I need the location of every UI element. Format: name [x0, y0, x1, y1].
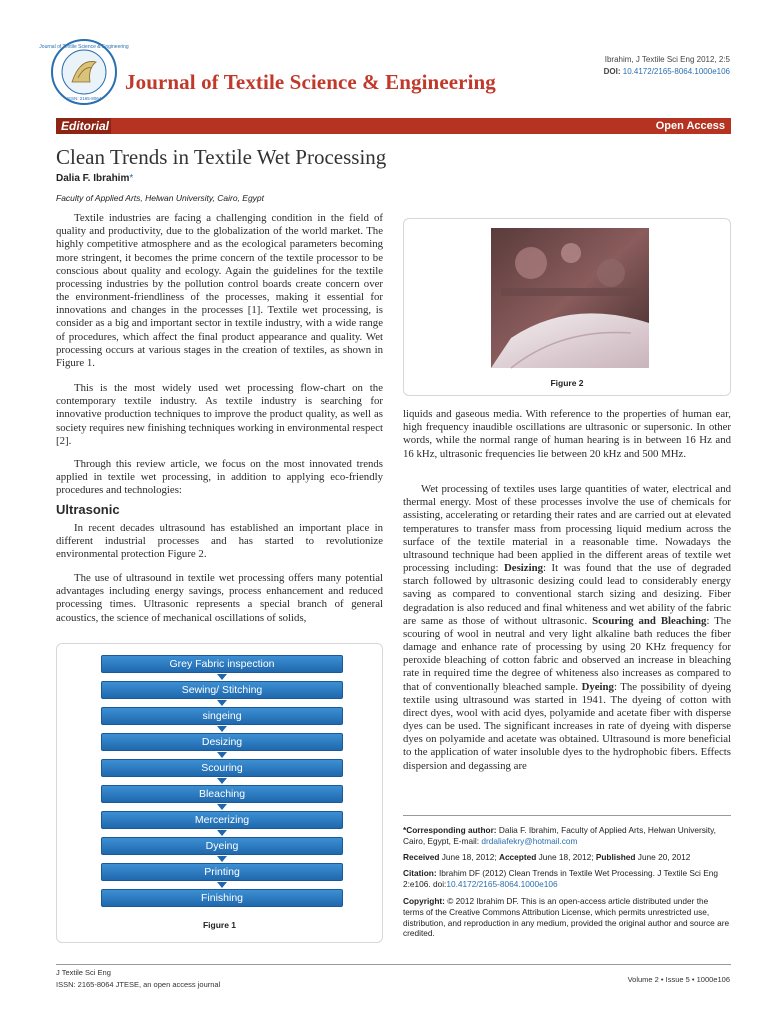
accepted-date: June 18, 2012;: [536, 852, 596, 862]
citation-doi-link[interactable]: 10.4172/2165-8064.1000e106: [446, 878, 558, 889]
corr-label: *Corresponding author:: [403, 825, 497, 835]
flowchart-arrow-icon: [217, 700, 227, 706]
doi-line: [604, 67, 730, 76]
flowchart-step: Desizing: [101, 733, 343, 751]
logo-issn: ISSN: 2165-8064: [66, 96, 102, 101]
section-heading-ultrasonic: Ultrasonic: [56, 502, 120, 517]
notes-divider: [403, 815, 731, 816]
flowchart-step: singeing: [101, 707, 343, 725]
paragraph-wet-processing: [403, 483, 731, 773]
published-date: June 20, 2012: [635, 852, 691, 862]
affiliation: Faculty of Applied Arts, Helwan University, Cairo, Egypt: [56, 193, 265, 203]
paragraph-frequencies: liquids and gaseous media. With reference to the properties of human ear, high frequency inaudible oscillations are ultrasonic or supersonic. In other words, while the normal range of human hearing is in between 16 Hz and 16 kHz, ultrasonic frequencies lie between 20 kHz and 500 MHz.: [403, 408, 731, 460]
citation-text: Ibrahim DF (2012) Clean Trends in Textile Wet Processing. J Textile Sci Eng 2:e106. doi:: [403, 868, 718, 889]
accepted-label: Accepted: [498, 852, 537, 862]
figure-1-caption: Figure 1: [202, 920, 237, 930]
flowchart-arrow-icon: [217, 726, 227, 732]
flowchart-step: Mercerizing: [101, 811, 343, 829]
flowchart-arrow-icon: [217, 804, 227, 810]
received-label: Received: [403, 852, 440, 862]
wet-processing-text: Wet processing of textiles uses large quantities of water, electrical and thermal energy. Most of these processes involve the use of chemicals for assisting, accelerating or retarding their rates and are carried out at elevated temperatures to transfer mass from processing liquid medium across the surface of the textile material in a reasonable time. Nowadays the ultrasound technique had been applied in the different areas of textile wet processing including:: [403, 483, 731, 575]
paragraph-flowchart: This is the most widely used wet processing flow-chart on the contemporary textile industry. As textile industry is searching for innovative production techniques to improve the product quality, as well as society requires new finishing techniques working in environmental respect [2].: [56, 382, 383, 447]
scouring-text: : The scouring of wool in neutral and very light alkaline bath reduces the fiber damage and enhance rate of processing by using 20 KHz frequency for peroxide bleaching of cotton fabric and observed an increase in bleaching rate in required time the degree of whiteness also increases as compared to that of conventionally bleached sample.: [403, 614, 731, 693]
flowchart-step: Grey Fabric inspection: [101, 655, 343, 673]
flowchart-step: Scouring: [101, 759, 343, 777]
article-title: Clean Trends in Textile Wet Processing: [56, 145, 387, 169]
dates-line: [403, 852, 731, 863]
corr-text: Dalia F. Ibrahim, Faculty of Applied Arts, Helwan University, Cairo, Egypt, E-mail:: [403, 825, 716, 846]
flowchart-step: Finishing: [101, 889, 343, 907]
corresponding-author: [403, 825, 731, 847]
flowchart-arrow-icon: [217, 882, 227, 888]
flowchart-step: Bleaching: [101, 785, 343, 803]
journal-title: Journal of Textile Science & Engineering: [125, 70, 496, 94]
footer-journal: J Textile Sci Eng: [56, 968, 111, 977]
received-date: June 18, 2012;: [439, 852, 499, 862]
copyright-note: [403, 896, 731, 939]
paragraph-ultrasound-intro: In recent decades ultrasound has established an important place in different industrial processes and has started to revolutionize environmental protection Figure 2.: [56, 522, 383, 561]
copyright-text: © 2012 Ibrahim DF. This is an open-access article distributed under the terms of the Creative Commons Attribution License, which permits unrestricted use, distribution, and reproduction in any medium, provided the original author and source are credited.: [403, 896, 730, 939]
author-line: [56, 173, 133, 184]
logo-text: Journal of Textile Science & Engineering: [39, 44, 129, 50]
journal-logo: [39, 38, 129, 106]
flowchart-arrow-icon: [217, 674, 227, 680]
citation-note: [403, 868, 731, 890]
footer-volume: Volume 2 • Issue 5 • 1000e106: [627, 975, 730, 984]
dyeing-text: : The possibility of dyeing textile using ultrasound was started in 1941. The dyeing of cotton with direct dyes, wool with acid dyes, polyamide and acetate fiber with disperse dyes can be used. The significant increases in rate of dyeing with disperse dyes on polyamide and acetate was obtained. Ultrasound is more beneficial to the application of water insoluble dyes to the hydrophobic fibers. Effects dispersion and degassing are: [403, 680, 731, 772]
doi-label: DOI:: [603, 67, 621, 76]
published-label: Published: [595, 852, 636, 862]
author-mark[interactable]: *: [129, 173, 134, 184]
flowchart-arrow-icon: [217, 752, 227, 758]
author-name: Dalia F. Ibrahim: [56, 173, 130, 184]
doi-link[interactable]: 10.4172/2165-8064.1000e106: [622, 67, 730, 76]
section-label: Editorial: [61, 119, 110, 133]
footer-divider: [56, 964, 731, 965]
paragraph-review: Through this review article, we focus on the most innovated trends applied in textile wet processing, in addition to applying eco-friendly procedures and technologies:: [56, 458, 383, 497]
figure-2-caption: Figure 2: [550, 378, 584, 388]
flowchart-step: Printing: [101, 863, 343, 881]
flowchart-arrow-icon: [217, 830, 227, 836]
dyeing-label: Dyeing: [581, 680, 614, 693]
desizing-label: Desizing: [503, 562, 543, 575]
flowchart-arrow-icon: [217, 856, 227, 862]
footer-issn: ISSN: 2165-8064 JTESE, an open access journal: [56, 980, 221, 989]
flowchart-step: Dyeing: [101, 837, 343, 855]
section-band: [56, 118, 731, 134]
citation-line: Ibrahim, J Textile Sci Eng 2012, 2:5: [604, 55, 730, 64]
open-access-label: Open Access: [655, 120, 725, 132]
scouring-label: Scouring and Bleaching: [592, 614, 707, 627]
paragraph-ultrasound-use: The use of ultrasound in textile wet processing offers many potential advantages including energy savings, process enhancement and reduced processing times. Ultrasonic represents a special branch of general acoustics, the science of mechanical oscillations of solids,: [56, 572, 383, 624]
flowchart-step: Sewing/ Stitching: [101, 681, 343, 699]
copyright-label: Copyright:: [403, 896, 445, 906]
paragraph-intro: Textile industries are facing a challenging condition in the field of quality and productivity, due to the globalization of the world market. The highly competitive atmosphere and as the ecological parameters becoming more stringent, it becomes the prime concern of the textile processor to be conscious about quality and ecology. Again the guidelines for the textile processing industries by the pollution control boards create concern over the environment-friendliness of the processes, making it essential for innovations and changes in the processes [1]. Textile wet processing, is consider as a big and important sector in textile industry, with a wide range of procedures, which affect the final product appearance and quality. Wet processing occurs at various stages in the creation of textiles, as shown in Figure 1.: [56, 212, 383, 369]
corr-email-link[interactable]: drdaliafekry@hotmail.com: [481, 835, 578, 846]
citation-label: Citation:: [403, 868, 437, 878]
figure-2-photo: [491, 228, 649, 368]
flowchart-arrow-icon: [217, 778, 227, 784]
desizing-text: : It was found that the use of degraded starch followed by ultrasonic desizing could lead to considerably energy saving as compared to conventional starch sizing and desizing. Fiber degradation is also reduced and final whiteness and wet ability of the fabric are same as those of without ultrasonic.: [403, 562, 731, 627]
